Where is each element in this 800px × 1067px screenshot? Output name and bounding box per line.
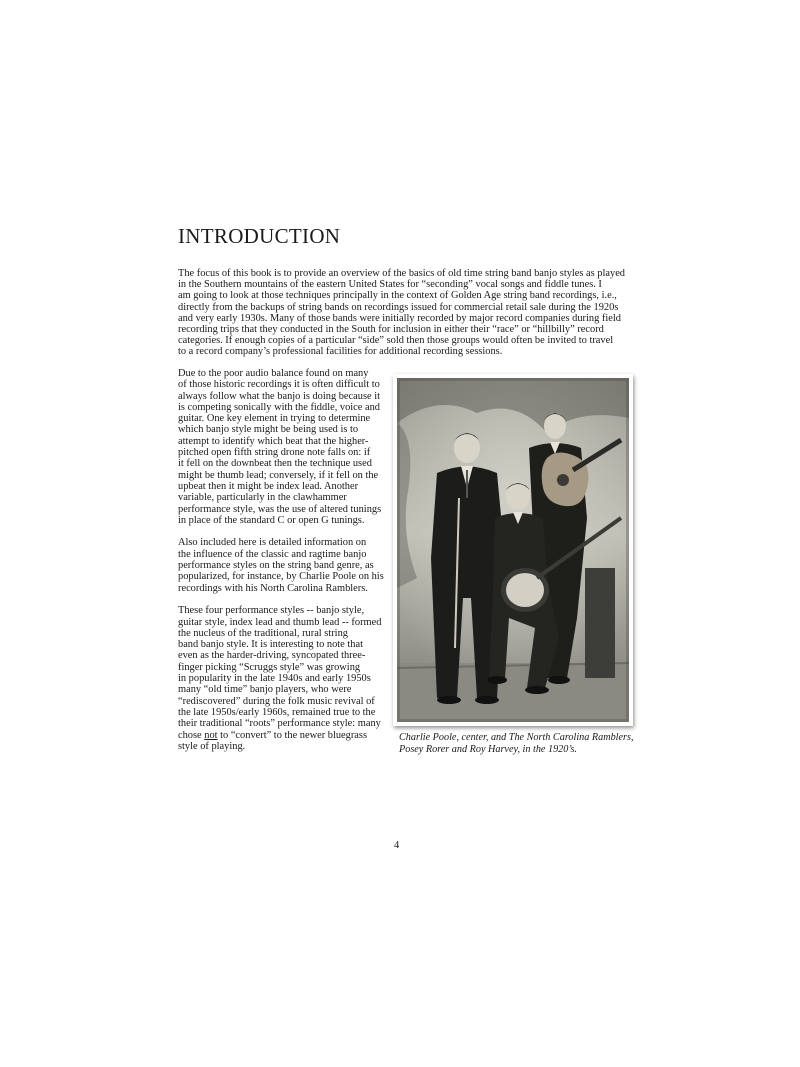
caption-line: Posey Rorer and Roy Harvey, in the 1920’s.	[399, 744, 577, 755]
text-line: upbeat then it might be index lead. Another	[178, 480, 359, 492]
text-line: which banjo style might be being used is to	[178, 424, 359, 436]
text-line: the late 1950s/early 1960s, remained true to the	[178, 706, 376, 718]
text-line: performance styles on the string band genre, as	[178, 560, 374, 572]
text-line: These four performance styles -- banjo style,	[178, 605, 365, 617]
text-line: attempt to identify which beat that the higher-	[178, 435, 369, 447]
text-line: band banjo style. It is interesting to note that	[178, 639, 363, 651]
text-line: “rediscovered” during the folk music revival of	[178, 695, 375, 707]
text-line: guitar style, index lead and thumb lead -- formed	[178, 616, 382, 628]
text-line: Due to the poor audio balance found on many	[178, 368, 369, 379]
photo-image	[397, 378, 629, 722]
text-line: to a record company’s professional facilities for additional recording sessions.	[178, 346, 503, 358]
text-line: their traditional “roots” performance style: many	[178, 718, 381, 730]
text-line: style of playing.	[178, 740, 246, 752]
text-line: pitched open fifth string drone note falls on: if	[178, 447, 371, 459]
text-line: recordings with his North Carolina Ramblers.	[178, 582, 368, 594]
text-line: recording trips that they conducted in the South for inclusion in either their “race” or “hillbilly” record	[178, 324, 604, 336]
page-title: INTRODUCTION	[178, 224, 341, 248]
intro-paragraph	[178, 268, 625, 358]
photo-caption	[399, 732, 639, 756]
paragraph-performance-styles	[178, 605, 388, 752]
page-number: 4	[394, 840, 400, 851]
text-line: finger picking “Scruggs style” was growing	[178, 661, 361, 673]
text-line: might be thumb lead; conversely, if it fell on the	[178, 469, 379, 481]
text-line: even as the harder-driving, syncopated three-	[178, 650, 366, 662]
text-line: in place of the standard C or open G tunings.	[178, 514, 365, 526]
paragraph-classic-ragtime	[178, 537, 388, 593]
text-line: categories. If enough copies of a particular “side” sold then those groups would often be invited to travel	[178, 335, 614, 347]
text-line: directly from the backups of string bands on recordings issued for commercial retail sale during the 1920s	[178, 301, 619, 313]
text-line: is competing sonically with the fiddle, voice and	[178, 401, 380, 413]
text-line: of those historic recordings it is often difficult to	[178, 379, 380, 391]
text-line: it fell on the downbeat then the technique used	[178, 458, 372, 470]
text-line: the nucleus of the traditional, rural string	[178, 627, 348, 639]
text-line: and very early 1930s. Many of those bands were initially recorded by major record companies during field	[178, 312, 621, 324]
underlined-word: not	[204, 729, 218, 741]
left-text-column	[178, 368, 388, 763]
text-line: The focus of this book is to provide an overview of the basics of old time string band banjo styles as played	[178, 268, 625, 279]
caption-line: Charlie Poole, center, and The North Carolina Ramblers,	[399, 732, 634, 743]
text-line	[178, 730, 388, 741]
text-line: variable, particularly in the clawhammer	[178, 492, 347, 504]
text-line: Also included here is detailed information on	[178, 537, 367, 549]
text-line: performance style, was the use of altered tunings	[178, 503, 382, 515]
text-line: guitar. One key element in trying to determine	[178, 413, 371, 425]
text-line: in popularity in the late 1940s and early 1950s	[178, 673, 371, 685]
text-line: am going to look at those techniques principally in the context of Golden Age string band recordings, i.e.,	[178, 290, 617, 302]
text-fragment: chose	[178, 729, 205, 741]
text-line: many “old time” banjo players, who were	[178, 684, 352, 696]
band-photograph	[393, 374, 633, 726]
text-line: in the Southern mountains of the eastern United States for “seconding” vocal songs and fiddle tunes. I	[178, 279, 602, 291]
text-line: popularized, for instance, by Charlie Poole on his	[178, 571, 384, 583]
text-line: the influence of the classic and ragtime banjo	[178, 548, 367, 560]
text-fragment: to “convert” to the newer bluegrass	[217, 729, 367, 741]
text-line: always follow what the banjo is doing because it	[178, 390, 380, 402]
paragraph-audio-balance	[178, 368, 388, 526]
